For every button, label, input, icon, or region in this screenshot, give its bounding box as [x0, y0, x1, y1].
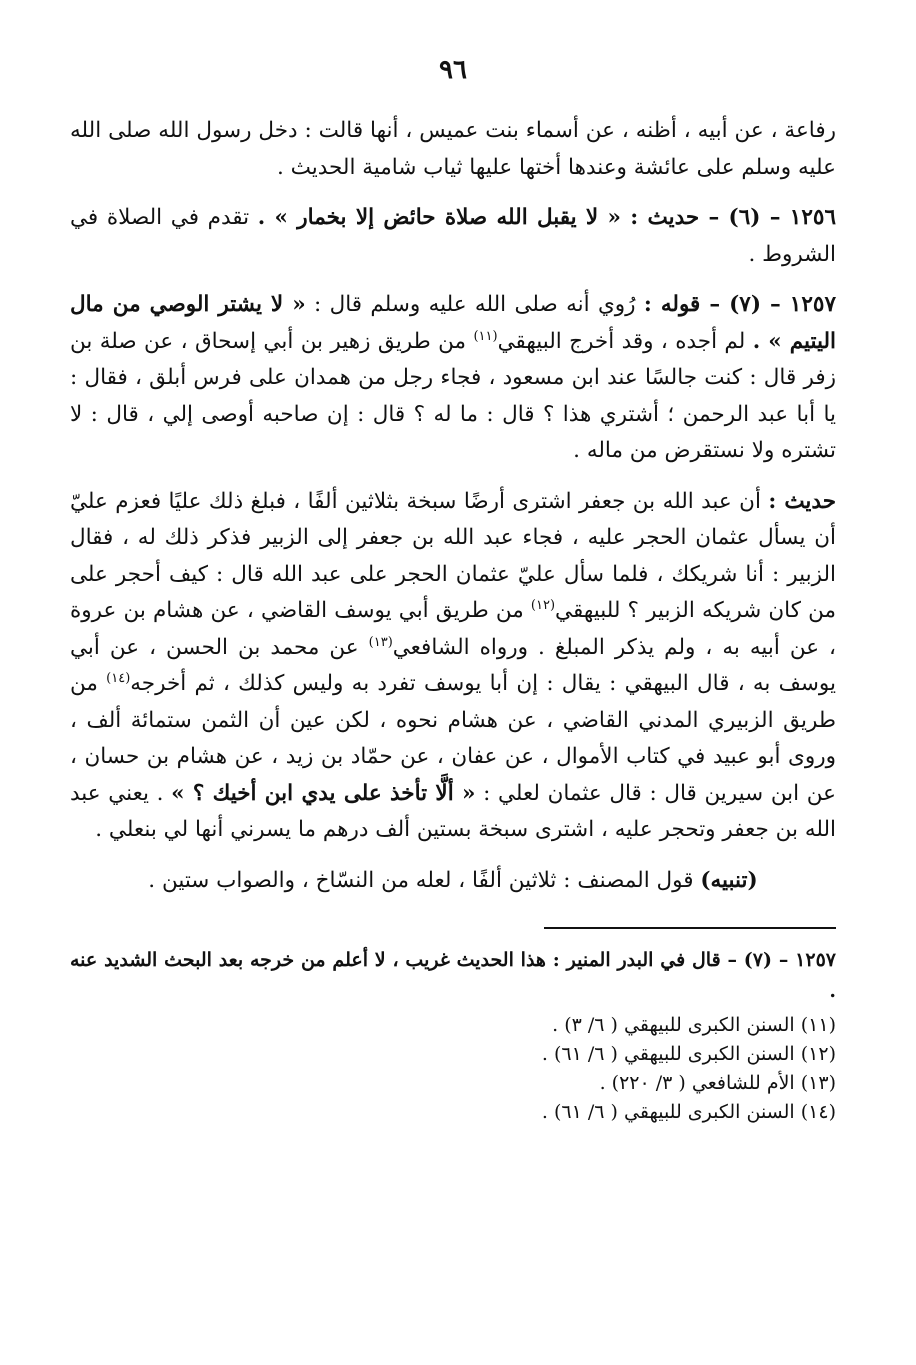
footnote-ref[interactable]: (١٤): [106, 670, 131, 686]
footnote-item: (١٤) السنن الكبرى للبيهقي ( ٦/ ٦١) .: [541, 1101, 836, 1123]
footnote-ref[interactable]: (١١): [473, 328, 498, 344]
paragraph-text: من طريق أبي يوسف القاضي ، عن هشام بن عروة ، عن أبيه به ، ولم يذكر المبلغ . ورواه الشافعي: [70, 598, 836, 660]
paragraph-text: أن عبد الله بن جعفر اشترى أرضًا سبخة بثلاثين ألفًا ، فبلغ ذلك عليًا فعزم عليّ أن يسأل عثمان الحجر عليه ، فجاء عبد الله بن جعفر إلى الزبير فذكر ذلك له ، فقال الزبير : أنا شريكك ، فلما سأل عليّ عثمان الحجر على عبد الله قال : كيف أحجر على من كان شريكه الزبير ؟ للبيهقي: [70, 488, 837, 623]
footnote-item: (١١) السنن الكبرى للبيهقي ( ٦/ ٣) .: [552, 1014, 836, 1036]
footnotes-section: [70, 945, 836, 1127]
note-heading: (تنبيه): [700, 867, 758, 893]
hadith-heading: ١٢٥٧ – (٧) – قوله :: [643, 292, 836, 317]
paragraph-text: . يعني عبد الله بن جعفر وتحجر عليه ، اشترى سبخة بستين ألف درهم ما يسرني أنها لي بنعلي .: [70, 780, 836, 842]
hadith-1256: [70, 200, 836, 273]
paragraph-continuation: [70, 113, 836, 186]
hadith-heading: ١٢٥٦ – (٦) – حديث : « لا يقبل الله صلاة حائض إلا بخمار » .: [257, 205, 836, 230]
footnote-ref[interactable]: (١٣): [368, 634, 393, 650]
footnote-item: (١٢) السنن الكبرى للبيهقي ( ٦/ ٦١) .: [541, 1043, 836, 1065]
paragraph-text: عن محمد بن الحسن ، عن أبي يوسف به ، قال البيهقي : يقال : إن أبا يوسف تفرد به وليس كذلك ، ثم أخرجه: [70, 634, 837, 696]
footnote-list: [70, 1011, 836, 1127]
paragraph-text: قول المصنف : ثلاثين ألفًا ، لعله من النسّاخ ، والصواب ستين .: [148, 867, 701, 893]
paragraph-text: لم أجده ، وقد أخرج البيهقي: [497, 328, 753, 354]
hadith-ibn-jafar: [70, 484, 836, 849]
hadith-heading: حديث :: [768, 488, 836, 514]
hadith-quote: « لا يشتر الوصي من مال اليتيم » .: [70, 292, 836, 354]
page-number: ٩٦: [439, 55, 467, 85]
footnote-separator: [544, 927, 836, 929]
footnote-main: ١٢٥٧ – (٧) – قال في البدر المنير : هذا الحديث غريب ، لا أعلم من خرجه بعد البحث الشديد عنه .: [70, 949, 836, 1002]
hadith-quote: « ألَّا تأخذ على يدي ابن أخيك ؟ »: [171, 780, 476, 806]
hadith-1257: [70, 287, 836, 470]
paragraph-text: من طريق الزبيري المدني القاضي ، عن هشام نحوه ، لكن عين أن الثمن ستمائة ألف ، وروى أبو عبيد في كتاب الأموال ، عن عفان ، عن حمّاد بن زيد ، عن هشام بن حسان ، عن ابن سيرين قال : قال عثمان لعلي :: [70, 671, 836, 806]
paragraph-text: من طريق زهير بن أبي إسحاق ، عن صلة بن زفر قال : كنت جالسًا عند ابن مسعود ، فجاء رجل من همدان على فرس أبلق ، فقال : يا أبا عبد الرحمن ؛ أشتري هذا ؟ قال : ما له ؟ قال : إن صاحبه أوصى إلي ، قال : لا تشتره ولا نستقرض من ماله .: [70, 328, 836, 463]
paragraph-text: تقدم في الصلاة في الشروط .: [70, 205, 836, 267]
footnote-item: (١٣) الأم للشافعي ( ٣/ ٢٢٠) .: [599, 1072, 836, 1094]
paragraph-text: رُوي أنه صلى الله عليه وسلم قال :: [305, 292, 644, 317]
paragraph-text: رفاعة ، عن أبيه ، أظنه ، عن أسماء بنت عميس ، أنها قالت : دخل رسول الله صلى الله عليه وسلم على عائشة وعندها أختها عليها ثياب شامية الحديث .: [70, 118, 836, 180]
tanbih-note: [70, 863, 836, 900]
document-page: [70, 55, 836, 1127]
footnote-ref[interactable]: (١٢): [530, 597, 556, 613]
